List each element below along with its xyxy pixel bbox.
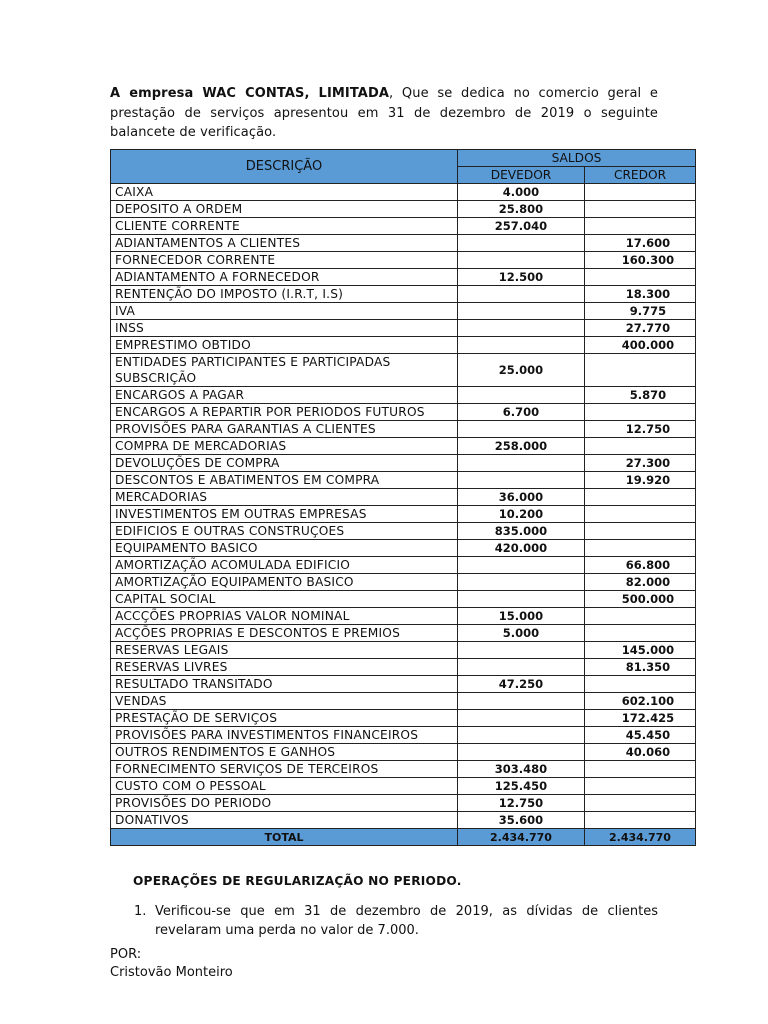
row-devedor: 35.600 bbox=[458, 812, 585, 829]
row-credor bbox=[585, 812, 696, 829]
row-credor bbox=[585, 354, 696, 387]
row-credor bbox=[585, 608, 696, 625]
row-description: ADIANTAMENTOS A CLIENTES bbox=[111, 235, 458, 252]
author-label: POR: bbox=[110, 947, 142, 962]
row-devedor bbox=[458, 472, 585, 489]
table-row bbox=[111, 337, 696, 354]
row-description: DEVOLUÇÕES DE COMPRA bbox=[111, 455, 458, 472]
table-row bbox=[111, 676, 696, 693]
row-description: CAPITAL SOCIAL bbox=[111, 591, 458, 608]
row-credor: 160.300 bbox=[585, 252, 696, 269]
row-credor bbox=[585, 184, 696, 201]
row-devedor: 10.200 bbox=[458, 506, 585, 523]
row-devedor bbox=[458, 252, 585, 269]
table-row bbox=[111, 269, 696, 286]
table-row bbox=[111, 506, 696, 523]
row-credor: 66.800 bbox=[585, 557, 696, 574]
table-row bbox=[111, 218, 696, 235]
row-description: INSS bbox=[111, 320, 458, 337]
row-description: AMORTIZAÇÃO EQUIPAMENTO BASICO bbox=[111, 574, 458, 591]
row-description: EQUIPAMENTO BASICO bbox=[111, 540, 458, 557]
header-credor: CREDOR bbox=[585, 167, 696, 184]
row-devedor: 4.000 bbox=[458, 184, 585, 201]
table-row bbox=[111, 744, 696, 761]
row-credor: 5.870 bbox=[585, 387, 696, 404]
row-credor: 500.000 bbox=[585, 591, 696, 608]
table-row bbox=[111, 591, 696, 608]
row-credor: 145.000 bbox=[585, 642, 696, 659]
row-credor: 17.600 bbox=[585, 235, 696, 252]
row-credor bbox=[585, 201, 696, 218]
table-row bbox=[111, 761, 696, 778]
row-description: VENDAS bbox=[111, 693, 458, 710]
row-description: ACCÇÕES PROPRIAS VALOR NOMINAL bbox=[111, 608, 458, 625]
row-devedor: 12.750 bbox=[458, 795, 585, 812]
row-description: ENCARGOS A PAGAR bbox=[111, 387, 458, 404]
row-credor bbox=[585, 438, 696, 455]
row-credor: 172.425 bbox=[585, 710, 696, 727]
intro-rest: , Que se dedica no comercio geral e prestação de serviços apresentou em 31 de dezembro de 2019 o seguinte balancete de verificação. bbox=[110, 86, 658, 140]
trial-balance-table bbox=[110, 149, 696, 846]
row-description: RESULTADO TRANSITADO bbox=[111, 676, 458, 693]
row-devedor bbox=[458, 286, 585, 303]
table-row bbox=[111, 472, 696, 489]
row-credor: 602.100 bbox=[585, 693, 696, 710]
row-devedor bbox=[458, 421, 585, 438]
row-devedor bbox=[458, 574, 585, 591]
row-devedor: 12.500 bbox=[458, 269, 585, 286]
table-row bbox=[111, 235, 696, 252]
row-description: INVESTIMENTOS EM OUTRAS EMPRESAS bbox=[111, 506, 458, 523]
intro-lead: A empresa bbox=[110, 86, 203, 101]
row-devedor bbox=[458, 337, 585, 354]
row-description: CLIENTE CORRENTE bbox=[111, 218, 458, 235]
row-devedor bbox=[458, 659, 585, 676]
table-row bbox=[111, 303, 696, 320]
table-row bbox=[111, 421, 696, 438]
row-description: RESERVAS LIVRES bbox=[111, 659, 458, 676]
table-row bbox=[111, 184, 696, 201]
row-devedor: 47.250 bbox=[458, 676, 585, 693]
row-devedor: 25.800 bbox=[458, 201, 585, 218]
row-credor bbox=[585, 625, 696, 642]
row-devedor bbox=[458, 320, 585, 337]
table-row bbox=[111, 489, 696, 506]
row-credor bbox=[585, 218, 696, 235]
table-row bbox=[111, 642, 696, 659]
row-description: ENTIDADES PARTICIPANTES E PARTICIPADAS SUBSCRIÇÃO bbox=[111, 354, 458, 387]
list-item-text: Verificou-se que em 31 de dezembro de 2019, as dívidas de clientes revelaram uma perda no valor de 7.000. bbox=[155, 904, 658, 938]
row-devedor bbox=[458, 591, 585, 608]
header-devedor: DEVEDOR bbox=[458, 167, 585, 184]
table-row bbox=[111, 252, 696, 269]
row-devedor: 835.000 bbox=[458, 523, 585, 540]
table-row bbox=[111, 608, 696, 625]
table-header-row-1 bbox=[111, 150, 696, 167]
row-devedor: 258.000 bbox=[458, 438, 585, 455]
row-description: PROVISÕES PARA INVESTIMENTOS FINANCEIROS bbox=[111, 727, 458, 744]
row-credor bbox=[585, 761, 696, 778]
row-devedor: 303.480 bbox=[458, 761, 585, 778]
row-devedor bbox=[458, 710, 585, 727]
intro-paragraph bbox=[110, 84, 658, 143]
row-devedor bbox=[458, 303, 585, 320]
row-devedor bbox=[458, 557, 585, 574]
row-credor bbox=[585, 523, 696, 540]
row-description: CAIXA bbox=[111, 184, 458, 201]
row-description: ACÇÕES PROPRIAS E DESCONTOS E PREMIOS bbox=[111, 625, 458, 642]
row-devedor bbox=[458, 455, 585, 472]
row-description: FORNECIMENTO SERVIÇOS DE TERCEIROS bbox=[111, 761, 458, 778]
row-description: FORNECEDOR CORRENTE bbox=[111, 252, 458, 269]
total-devedor: 2.434.770 bbox=[458, 829, 585, 846]
row-credor: 45.450 bbox=[585, 727, 696, 744]
row-description: PRESTAÇÃO DE SERVIÇOS bbox=[111, 710, 458, 727]
row-description: RESERVAS LEGAIS bbox=[111, 642, 458, 659]
row-description: AMORTIZAÇÃO ACOMULADA EDIFICIO bbox=[111, 557, 458, 574]
row-description: PROVISÕES PARA GARANTIAS A CLIENTES bbox=[111, 421, 458, 438]
row-description: DEPOSITO A ORDEM bbox=[111, 201, 458, 218]
table-row bbox=[111, 540, 696, 557]
row-devedor: 25.000 bbox=[458, 354, 585, 387]
row-description: OUTROS RENDIMENTOS E GANHOS bbox=[111, 744, 458, 761]
row-credor bbox=[585, 676, 696, 693]
row-credor: 9.775 bbox=[585, 303, 696, 320]
total-label: TOTAL bbox=[111, 829, 458, 846]
row-credor bbox=[585, 506, 696, 523]
total-credor: 2.434.770 bbox=[585, 829, 696, 846]
row-description: EDIFICIOS E OUTRAS CONSTRUÇOES bbox=[111, 523, 458, 540]
row-devedor: 5.000 bbox=[458, 625, 585, 642]
row-credor: 82.000 bbox=[585, 574, 696, 591]
list-item bbox=[134, 902, 658, 940]
row-credor: 27.300 bbox=[585, 455, 696, 472]
header-descricao: DESCRIÇÃO bbox=[111, 150, 458, 184]
row-description: DESCONTOS E ABATIMENTOS EM COMPRA bbox=[111, 472, 458, 489]
section-title: OPERAÇÕES DE REGULARIZAÇÃO NO PERIODO. bbox=[133, 874, 462, 888]
row-credor: 27.770 bbox=[585, 320, 696, 337]
company-name: WAC CONTAS, LIMITADA bbox=[202, 86, 390, 101]
table-row bbox=[111, 286, 696, 303]
row-devedor bbox=[458, 387, 585, 404]
table-row bbox=[111, 201, 696, 218]
row-credor bbox=[585, 540, 696, 557]
row-description: EMPRESTIMO OBTIDO bbox=[111, 337, 458, 354]
table-row bbox=[111, 778, 696, 795]
row-credor bbox=[585, 795, 696, 812]
row-devedor: 15.000 bbox=[458, 608, 585, 625]
row-description: RENTENÇÃO DO IMPOSTO (I.R.T, I.S) bbox=[111, 286, 458, 303]
row-devedor: 6.700 bbox=[458, 404, 585, 421]
header-saldos: SALDOS bbox=[458, 150, 696, 167]
row-devedor bbox=[458, 693, 585, 710]
row-devedor bbox=[458, 642, 585, 659]
row-credor bbox=[585, 489, 696, 506]
row-devedor: 125.450 bbox=[458, 778, 585, 795]
row-credor: 81.350 bbox=[585, 659, 696, 676]
row-credor: 400.000 bbox=[585, 337, 696, 354]
table-row bbox=[111, 354, 696, 387]
row-devedor: 420.000 bbox=[458, 540, 585, 557]
row-description: PROVISÕES DO PERIODO bbox=[111, 795, 458, 812]
row-credor: 19.920 bbox=[585, 472, 696, 489]
row-description: COMPRA DE MERCADORIAS bbox=[111, 438, 458, 455]
row-devedor: 36.000 bbox=[458, 489, 585, 506]
row-devedor bbox=[458, 744, 585, 761]
row-description: DONATIVOS bbox=[111, 812, 458, 829]
row-description: ENCARGOS A REPARTIR POR PERIODOS FUTUROS bbox=[111, 404, 458, 421]
row-devedor bbox=[458, 235, 585, 252]
row-credor: 40.060 bbox=[585, 744, 696, 761]
table-row bbox=[111, 710, 696, 727]
row-description: ADIANTAMENTO A FORNECEDOR bbox=[111, 269, 458, 286]
row-devedor: 257.040 bbox=[458, 218, 585, 235]
table-row bbox=[111, 659, 696, 676]
author-name: Cristovão Monteiro bbox=[110, 965, 233, 980]
table-row bbox=[111, 320, 696, 337]
table-row bbox=[111, 523, 696, 540]
row-credor bbox=[585, 778, 696, 795]
table-row bbox=[111, 625, 696, 642]
table-row bbox=[111, 557, 696, 574]
row-devedor bbox=[458, 727, 585, 744]
row-description: CUSTO COM O PESSOAL bbox=[111, 778, 458, 795]
table-row bbox=[111, 387, 696, 404]
table-row bbox=[111, 438, 696, 455]
table-row bbox=[111, 727, 696, 744]
row-credor bbox=[585, 404, 696, 421]
table-row bbox=[111, 812, 696, 829]
table-row bbox=[111, 404, 696, 421]
row-description: IVA bbox=[111, 303, 458, 320]
author-block bbox=[110, 946, 233, 982]
row-credor: 12.750 bbox=[585, 421, 696, 438]
table-row bbox=[111, 455, 696, 472]
list-item-number: 1. bbox=[134, 904, 147, 919]
row-description: MERCADORIAS bbox=[111, 489, 458, 506]
row-credor bbox=[585, 269, 696, 286]
table-row bbox=[111, 574, 696, 591]
total-row bbox=[111, 829, 696, 846]
table-row bbox=[111, 795, 696, 812]
table-row bbox=[111, 693, 696, 710]
row-credor: 18.300 bbox=[585, 286, 696, 303]
